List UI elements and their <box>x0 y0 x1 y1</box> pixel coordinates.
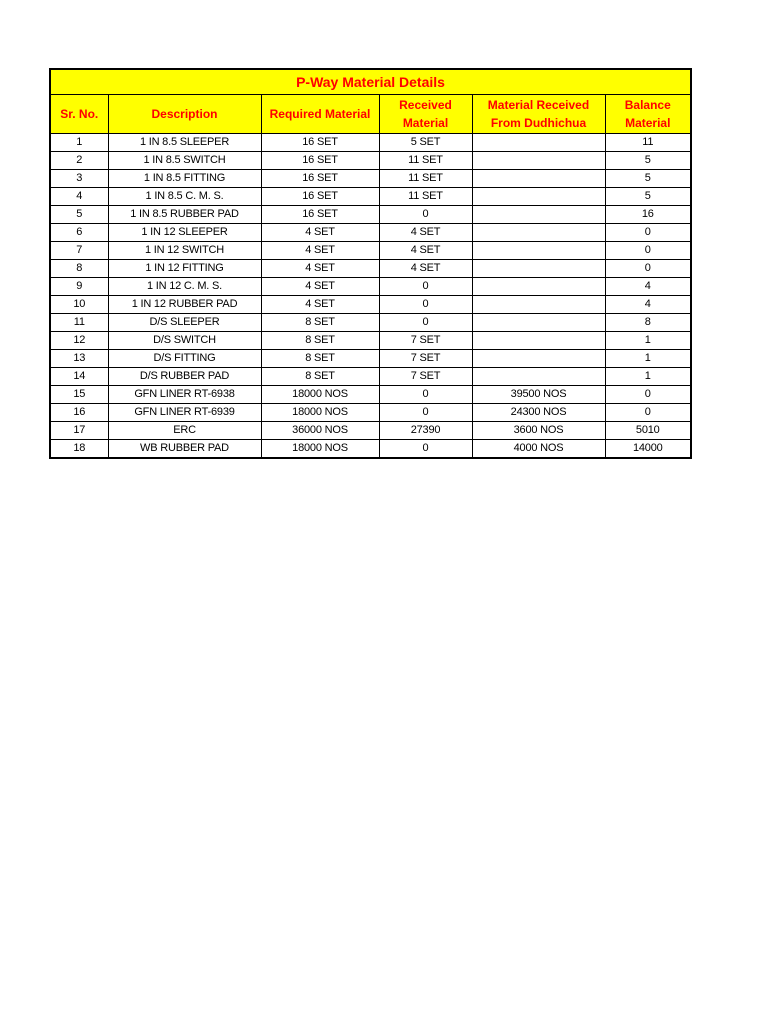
cell-balance-material: 4 <box>605 296 691 314</box>
cell-required-material: 18000 NOS <box>261 440 379 459</box>
cell-from-dudhichua <box>472 170 605 188</box>
cell-description: 1 IN 8.5 FITTING <box>108 170 261 188</box>
cell-description: GFN LINER RT-6938 <box>108 386 261 404</box>
cell-received-material: 0 <box>379 206 472 224</box>
table-row <box>50 278 691 296</box>
cell-required-material: 16 SET <box>261 170 379 188</box>
cell-balance-material: 4 <box>605 278 691 296</box>
cell-from-dudhichua <box>472 152 605 170</box>
cell-required-material: 18000 NOS <box>261 404 379 422</box>
cell-from-dudhichua: 39500 NOS <box>472 386 605 404</box>
cell-description: D/S SLEEPER <box>108 314 261 332</box>
material-details-table <box>49 68 692 459</box>
header-from-line2: From Dudhichua <box>490 116 587 130</box>
cell-required-material: 4 SET <box>261 242 379 260</box>
cell-description: 1 IN 12 SWITCH <box>108 242 261 260</box>
cell-required-material: 16 SET <box>261 134 379 152</box>
cell-description: D/S RUBBER PAD <box>108 368 261 386</box>
table-row <box>50 242 691 260</box>
table-row <box>50 296 691 314</box>
header-balance-line1: Balance <box>624 98 671 112</box>
cell-from-dudhichua <box>472 242 605 260</box>
cell-balance-material: 0 <box>605 386 691 404</box>
cell-received-material: 7 SET <box>379 332 472 350</box>
header-received-line2: Material <box>402 116 449 130</box>
cell-description: 1 IN 8.5 C. M. S. <box>108 188 261 206</box>
cell-balance-material: 0 <box>605 260 691 278</box>
cell-description: D/S FITTING <box>108 350 261 368</box>
cell-from-dudhichua: 24300 NOS <box>472 404 605 422</box>
cell-required-material: 4 SET <box>261 224 379 242</box>
cell-received-material: 0 <box>379 314 472 332</box>
table-row <box>50 314 691 332</box>
table-body <box>50 134 691 459</box>
cell-received-material: 27390 <box>379 422 472 440</box>
cell-received-material: 7 SET <box>379 368 472 386</box>
cell-balance-material: 8 <box>605 314 691 332</box>
cell-required-material: 4 SET <box>261 260 379 278</box>
header-required-material: Required Material <box>261 95 379 134</box>
table-row <box>50 188 691 206</box>
table-row <box>50 224 691 242</box>
table-row <box>50 134 691 152</box>
cell-received-material: 0 <box>379 296 472 314</box>
cell-sr-no: 9 <box>50 278 108 296</box>
cell-sr-no: 10 <box>50 296 108 314</box>
cell-description: 1 IN 12 C. M. S. <box>108 278 261 296</box>
table-row <box>50 152 691 170</box>
cell-sr-no: 13 <box>50 350 108 368</box>
cell-received-material: 0 <box>379 404 472 422</box>
cell-received-material: 11 SET <box>379 152 472 170</box>
cell-sr-no: 6 <box>50 224 108 242</box>
cell-from-dudhichua <box>472 260 605 278</box>
table-row <box>50 422 691 440</box>
header-description: Description <box>108 95 261 134</box>
cell-description: 1 IN 12 RUBBER PAD <box>108 296 261 314</box>
cell-from-dudhichua <box>472 206 605 224</box>
cell-sr-no: 3 <box>50 170 108 188</box>
cell-received-material: 11 SET <box>379 170 472 188</box>
cell-required-material: 4 SET <box>261 296 379 314</box>
cell-from-dudhichua <box>472 278 605 296</box>
cell-sr-no: 4 <box>50 188 108 206</box>
cell-received-material: 0 <box>379 278 472 296</box>
title-row <box>50 69 691 95</box>
cell-balance-material: 5 <box>605 152 691 170</box>
cell-description: 1 IN 12 SLEEPER <box>108 224 261 242</box>
cell-sr-no: 15 <box>50 386 108 404</box>
header-from-line1: Material Received <box>487 98 590 112</box>
cell-received-material: 11 SET <box>379 188 472 206</box>
cell-balance-material: 5 <box>605 188 691 206</box>
cell-balance-material: 0 <box>605 224 691 242</box>
cell-sr-no: 7 <box>50 242 108 260</box>
table-row <box>50 260 691 278</box>
header-received-line1: Received <box>399 98 452 112</box>
cell-balance-material: 16 <box>605 206 691 224</box>
table-row <box>50 440 691 459</box>
header-material-from-dudhichua <box>472 95 605 134</box>
table-row <box>50 404 691 422</box>
cell-received-material: 0 <box>379 440 472 459</box>
table-row <box>50 350 691 368</box>
cell-required-material: 16 SET <box>261 152 379 170</box>
header-sr-no: Sr. No. <box>50 95 108 134</box>
cell-description: 1 IN 8.5 SWITCH <box>108 152 261 170</box>
cell-required-material: 8 SET <box>261 368 379 386</box>
cell-required-material: 16 SET <box>261 188 379 206</box>
cell-description: 1 IN 8.5 RUBBER PAD <box>108 206 261 224</box>
cell-received-material: 4 SET <box>379 242 472 260</box>
table-row <box>50 206 691 224</box>
cell-description: ERC <box>108 422 261 440</box>
table-row <box>50 368 691 386</box>
cell-sr-no: 14 <box>50 368 108 386</box>
cell-sr-no: 18 <box>50 440 108 459</box>
header-row <box>50 95 691 134</box>
cell-from-dudhichua: 4000 NOS <box>472 440 605 459</box>
cell-balance-material: 5 <box>605 170 691 188</box>
cell-from-dudhichua <box>472 224 605 242</box>
cell-required-material: 36000 NOS <box>261 422 379 440</box>
cell-from-dudhichua <box>472 332 605 350</box>
cell-sr-no: 1 <box>50 134 108 152</box>
cell-from-dudhichua <box>472 368 605 386</box>
cell-from-dudhichua: 3600 NOS <box>472 422 605 440</box>
cell-balance-material: 11 <box>605 134 691 152</box>
cell-balance-material: 0 <box>605 404 691 422</box>
cell-required-material: 8 SET <box>261 332 379 350</box>
cell-balance-material: 1 <box>605 350 691 368</box>
header-balance-material <box>605 95 691 134</box>
table-row <box>50 332 691 350</box>
cell-description: D/S SWITCH <box>108 332 261 350</box>
cell-received-material: 7 SET <box>379 350 472 368</box>
cell-received-material: 0 <box>379 386 472 404</box>
cell-required-material: 16 SET <box>261 206 379 224</box>
cell-sr-no: 16 <box>50 404 108 422</box>
cell-from-dudhichua <box>472 296 605 314</box>
cell-description: 1 IN 8.5 SLEEPER <box>108 134 261 152</box>
cell-required-material: 18000 NOS <box>261 386 379 404</box>
table-title: P-Way Material Details <box>50 69 691 95</box>
table-row <box>50 386 691 404</box>
cell-balance-material: 1 <box>605 332 691 350</box>
cell-sr-no: 12 <box>50 332 108 350</box>
cell-sr-no: 5 <box>50 206 108 224</box>
cell-sr-no: 11 <box>50 314 108 332</box>
cell-from-dudhichua <box>472 134 605 152</box>
header-received-material <box>379 95 472 134</box>
cell-sr-no: 2 <box>50 152 108 170</box>
table-row <box>50 170 691 188</box>
cell-balance-material: 5010 <box>605 422 691 440</box>
cell-sr-no: 8 <box>50 260 108 278</box>
cell-sr-no: 17 <box>50 422 108 440</box>
cell-from-dudhichua <box>472 188 605 206</box>
header-balance-line2: Material <box>625 116 671 130</box>
cell-received-material: 5 SET <box>379 134 472 152</box>
cell-received-material: 4 SET <box>379 260 472 278</box>
cell-received-material: 4 SET <box>379 224 472 242</box>
cell-from-dudhichua <box>472 350 605 368</box>
cell-balance-material: 1 <box>605 368 691 386</box>
cell-balance-material: 14000 <box>605 440 691 459</box>
cell-required-material: 8 SET <box>261 314 379 332</box>
cell-description: 1 IN 12 FITTING <box>108 260 261 278</box>
cell-from-dudhichua <box>472 314 605 332</box>
cell-balance-material: 0 <box>605 242 691 260</box>
cell-description: GFN LINER RT-6939 <box>108 404 261 422</box>
cell-required-material: 8 SET <box>261 350 379 368</box>
cell-required-material: 4 SET <box>261 278 379 296</box>
cell-description: WB RUBBER PAD <box>108 440 261 459</box>
